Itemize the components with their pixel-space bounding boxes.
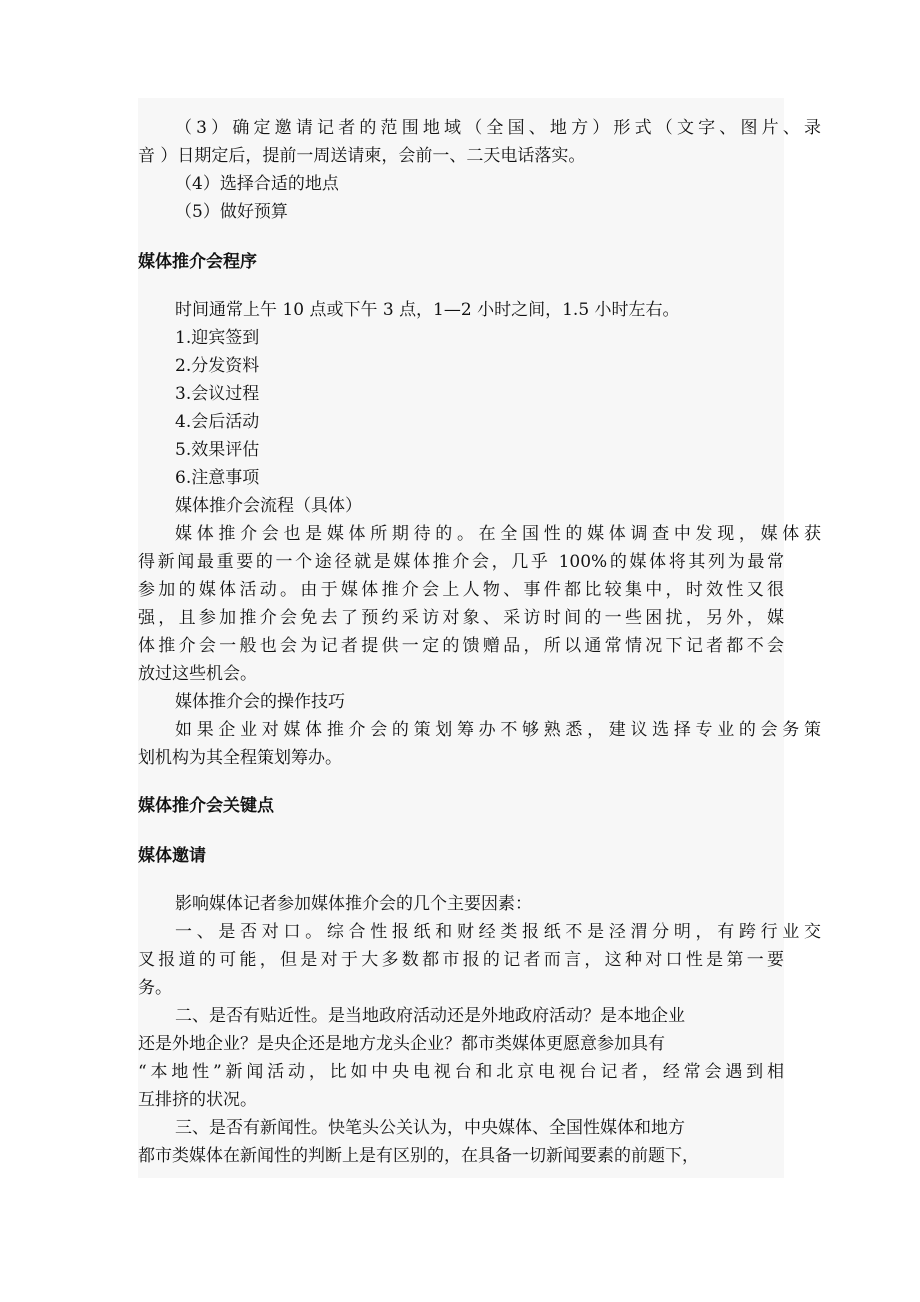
- step-item: 3.会议过程: [175, 384, 260, 404]
- skills-title: 媒体推介会的操作技巧: [175, 692, 345, 712]
- intro-line: （3）确定邀请记者的范围地域（全国、地方）形式（文字、图片、录: [175, 118, 821, 138]
- factor1-line: 一、是否对口。综合性报纸和财经类报纸不是泾渭分明，有跨行业交: [175, 922, 821, 942]
- skills-paragraph-line: 如果企业对媒体推介会的策划筹办不够熟悉，建议选择专业的会务策: [175, 720, 821, 740]
- skills-paragraph-line: 划机构为其全程策划筹办。: [138, 748, 342, 768]
- time-note: 时间通常上午 10 点或下午 3 点，1—2 小时之间，1.5 小时左右。: [175, 300, 680, 320]
- factor2-line: “本地性”新闻活动，比如中央电视台和北京电视台记者，经常会遇到相: [138, 1062, 784, 1082]
- flow-paragraph-line: 参加的媒体活动。由于媒体推介会上人物、事件都比较集中，时效性又很: [138, 580, 784, 600]
- step-item: 6.注意事项: [175, 468, 260, 488]
- step-item: 1.迎宾签到: [175, 328, 260, 348]
- intro-line: （4）选择合适的地点: [175, 174, 339, 194]
- keypoints-heading: 媒体推介会关键点: [138, 796, 274, 816]
- flow-paragraph-line: 放过这些机会。: [138, 664, 257, 684]
- flow-paragraph-line: 得新闻最重要的一个途径就是媒体推介会，几乎 100%的媒体将其列为最常: [138, 552, 784, 572]
- factor2-line: 互排挤的状况。: [138, 1090, 257, 1110]
- document-page: [138, 98, 821, 1178]
- factor2-line: 二、是否有贴近性。是当地政府活动还是外地政府活动？是本地企业: [175, 1006, 685, 1026]
- intro-line: 音 ）日期定后，提前一周送请柬，会前一、二天电话落实。: [138, 146, 586, 166]
- step-item: 2.分发资料: [175, 356, 260, 376]
- flow-paragraph-line: 体推介会一般也会为记者提供一定的馈赠品，所以通常情况下记者都不会: [138, 636, 784, 656]
- factor2-line: 还是外地企业？是央企还是地方龙头企业？都市类媒体更愿意参加具有: [138, 1034, 665, 1054]
- program-heading: 媒体推介会程序: [138, 252, 257, 272]
- factor1-line: 叉报道的可能，但是对于大多数都市报的记者而言，这种对口性是第一要: [138, 950, 784, 970]
- factor1-line: 务。: [138, 978, 172, 998]
- factor3-line: 都市类媒体在新闻性的判断上是有区别的，在具备一切新闻要素的前题下，: [138, 1146, 699, 1166]
- step-item: 4.会后活动: [175, 412, 260, 432]
- flow-title: 媒体推介会流程（具体）: [175, 496, 362, 516]
- invite-intro: 影响媒体记者参加媒体推介会的几个主要因素：: [175, 894, 532, 914]
- step-item: 5.效果评估: [175, 440, 260, 460]
- intro-line: （5）做好预算: [175, 202, 288, 222]
- invite-heading: 媒体邀请: [138, 846, 206, 866]
- flow-paragraph-line: 强，且参加推介会免去了预约采访对象、采访时间的一些困扰，另外，媒: [138, 608, 784, 628]
- flow-paragraph-line: 媒体推介会也是媒体所期待的。在全国性的媒体调查中发现，媒体获: [175, 524, 821, 544]
- factor3-line: 三、是否有新闻性。快笔头公关认为，中央媒体、全国性媒体和地方: [175, 1118, 685, 1138]
